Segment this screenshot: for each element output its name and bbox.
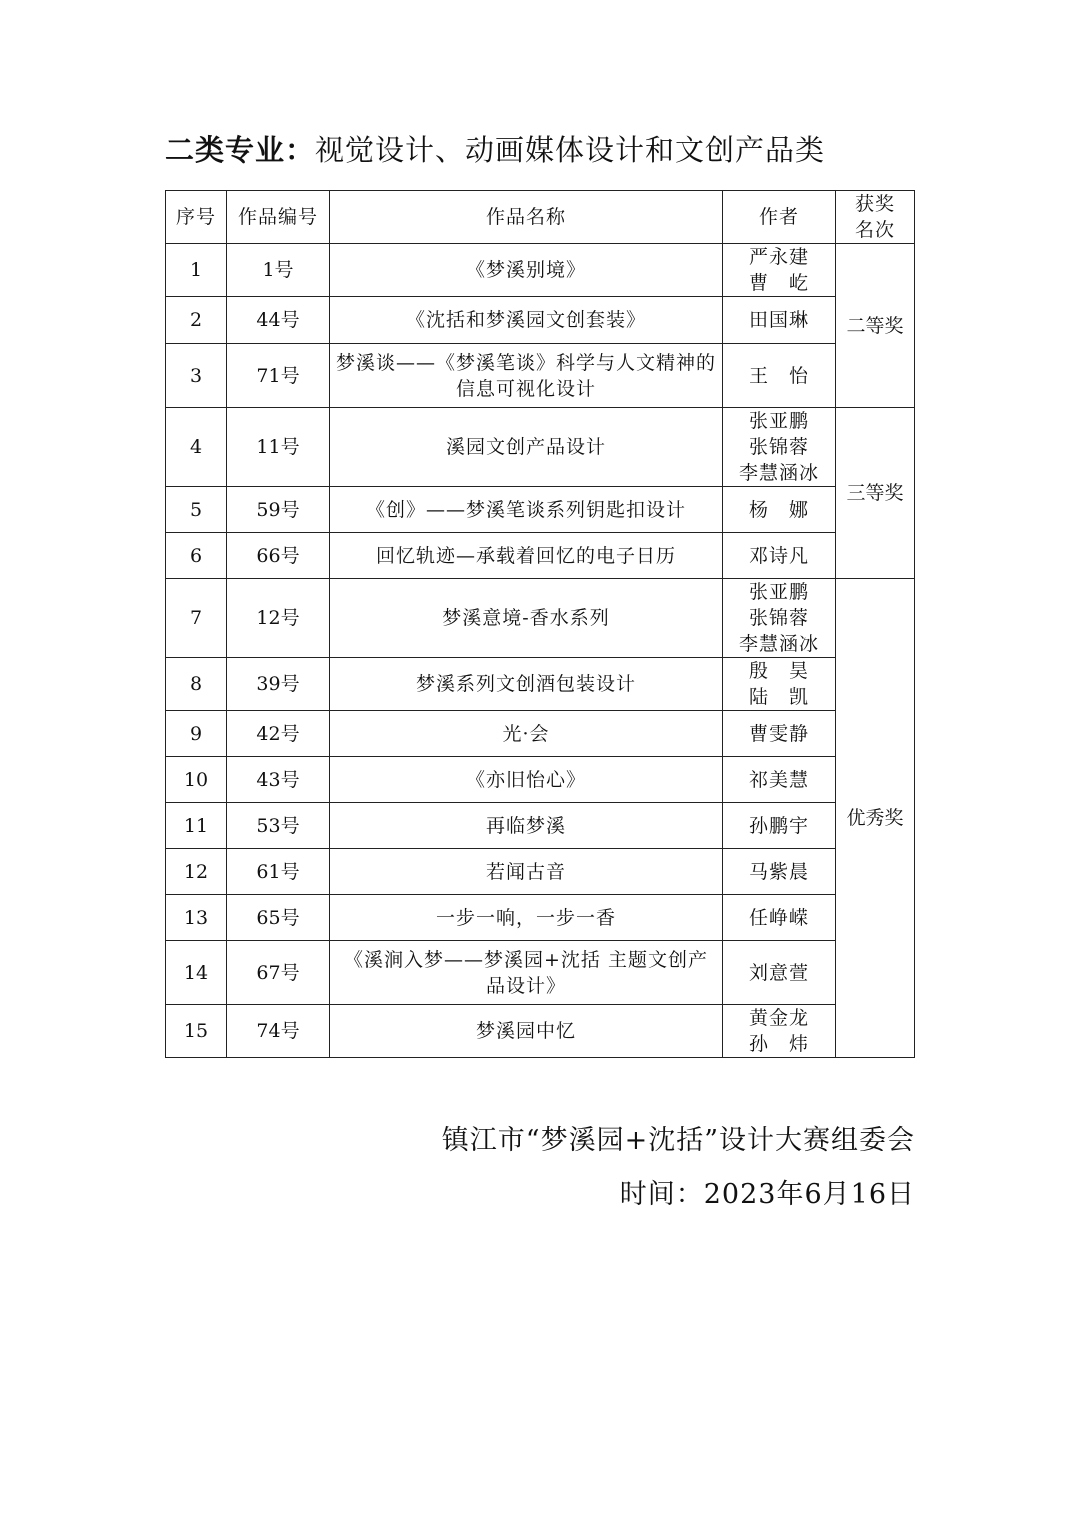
- row-no: 10: [166, 757, 227, 803]
- row-name-line: 再临梦溪: [485, 814, 566, 837]
- row-authors: [723, 895, 836, 941]
- row-code: 71号: [227, 344, 330, 408]
- table-row: [166, 244, 915, 297]
- table-row: [166, 711, 915, 757]
- table-row: [166, 1005, 915, 1058]
- row-name-line: 信息可视化设计: [455, 377, 596, 400]
- row-authors: [723, 849, 836, 895]
- section-heading: [165, 128, 825, 169]
- row-code: 67号: [227, 941, 330, 1005]
- row-authors: [723, 297, 836, 344]
- row-code: 61号: [227, 849, 330, 895]
- row-authors: [723, 711, 836, 757]
- row-no: 14: [166, 941, 227, 1005]
- row-name: [330, 849, 723, 895]
- row-no: 9: [166, 711, 227, 757]
- row-author: 曹雯静: [748, 722, 809, 745]
- award-table: [165, 190, 915, 1058]
- row-name: [330, 408, 723, 487]
- header-code: 作品编号: [227, 191, 330, 244]
- row-code: 12号: [227, 579, 330, 658]
- row-name: [330, 487, 723, 533]
- header-award-line2: 名次: [854, 219, 895, 241]
- row-name-line: 回忆轨迹—承载着回忆的电子日历: [375, 544, 676, 567]
- row-no: 7: [166, 579, 227, 658]
- organizer-signature: 镇江市“梦溪园+沈括”设计大赛组委会: [441, 1125, 915, 1156]
- row-name: [330, 803, 723, 849]
- table-row: [166, 757, 915, 803]
- row-name-line: 《沈括和梦溪园文创套装》: [405, 309, 646, 331]
- header-award: [836, 191, 915, 244]
- table-row: [166, 297, 915, 344]
- row-authors: [723, 579, 836, 658]
- row-author: 田国琳: [748, 309, 809, 331]
- row-author: 李慧涵冰: [738, 633, 819, 655]
- row-code: 66号: [227, 533, 330, 579]
- row-authors: [723, 757, 836, 803]
- row-author: 黄金龙: [748, 1007, 809, 1029]
- row-name: [330, 244, 723, 297]
- row-name-line: 《创》——梦溪笔谈系列钥匙扣设计: [365, 498, 686, 521]
- row-name-line: 梦溪系列文创酒包装设计: [415, 673, 636, 695]
- row-author: 任峥嵘: [748, 906, 809, 929]
- row-author: 张锦蓉: [748, 436, 809, 458]
- row-name-line: 《梦溪别境》: [465, 259, 586, 281]
- row-code: 42号: [227, 711, 330, 757]
- row-author: 张锦蓉: [748, 607, 809, 629]
- row-authors: [723, 1005, 836, 1058]
- row-code: 59号: [227, 487, 330, 533]
- table-row: [166, 344, 915, 408]
- row-no: 2: [166, 297, 227, 344]
- row-author: 张亚鹏: [748, 581, 809, 603]
- table-row: [166, 803, 915, 849]
- row-name: [330, 1005, 723, 1058]
- row-name-line: 《亦旧怡心》: [465, 768, 586, 791]
- row-no: 11: [166, 803, 227, 849]
- table-row: [166, 941, 915, 1005]
- row-no: 4: [166, 408, 227, 487]
- row-author: 祁美慧: [748, 768, 809, 791]
- row-author: 刘意萱: [748, 961, 809, 984]
- row-name: [330, 757, 723, 803]
- row-no: 1: [166, 244, 227, 297]
- row-name: [330, 658, 723, 711]
- row-author: 孙鹏宇: [748, 814, 809, 837]
- row-code: 39号: [227, 658, 330, 711]
- row-name-line: 梦溪园中忆: [475, 1020, 576, 1042]
- header-no: 序号: [166, 191, 227, 244]
- row-name-line: 梦溪意境-香水系列: [442, 607, 610, 629]
- row-name: [330, 895, 723, 941]
- category-label: 二类专业：: [165, 133, 316, 167]
- row-name-line: 一步一响，一步一香: [435, 906, 616, 929]
- row-authors: [723, 803, 836, 849]
- row-name: [330, 297, 723, 344]
- row-author: 马紫晨: [748, 860, 809, 883]
- row-no: 13: [166, 895, 227, 941]
- row-name-line: 光·会: [502, 722, 550, 745]
- row-author: 孙 炜: [748, 1033, 809, 1055]
- row-author: 严永建: [748, 246, 809, 268]
- row-author: 殷 昊: [748, 660, 809, 682]
- row-no: 8: [166, 658, 227, 711]
- row-authors: [723, 533, 836, 579]
- row-author: 李慧涵冰: [738, 462, 819, 484]
- row-code: 74号: [227, 1005, 330, 1058]
- row-authors: [723, 658, 836, 711]
- row-author: 陆 凯: [748, 686, 809, 708]
- table-row: [166, 849, 915, 895]
- row-no: 3: [166, 344, 227, 408]
- category-description: 视觉设计、动画媒体设计和文创产品类: [315, 133, 826, 167]
- row-name: [330, 344, 723, 408]
- table-row: [166, 895, 915, 941]
- row-name-line: 《溪涧入梦——梦溪园+沈括 主题文创产: [344, 948, 708, 971]
- row-name: [330, 579, 723, 658]
- table-row: [166, 658, 915, 711]
- row-author: 邓诗凡: [748, 544, 809, 567]
- row-code: 53号: [227, 803, 330, 849]
- header-author: 作者: [723, 191, 836, 244]
- row-name-line: 若闻古音: [485, 860, 566, 883]
- row-authors: [723, 408, 836, 487]
- table-row: [166, 487, 915, 533]
- row-name-line: 品设计》: [485, 974, 566, 997]
- row-name-line: 溪园文创产品设计: [445, 436, 606, 458]
- row-name: [330, 941, 723, 1005]
- row-name-line: 梦溪谈——《梦溪笔谈》科学与人文精神的: [336, 351, 717, 374]
- row-code: 43号: [227, 757, 330, 803]
- header-name: 作品名称: [330, 191, 723, 244]
- row-authors: [723, 487, 836, 533]
- table-row: [166, 579, 915, 658]
- row-no: 15: [166, 1005, 227, 1058]
- issue-date: 时间：2023年6月16日: [619, 1179, 915, 1210]
- row-name: [330, 711, 723, 757]
- row-code: 65号: [227, 895, 330, 941]
- award-second: 二等奖: [836, 244, 915, 408]
- row-author: 曹 屹: [748, 272, 809, 294]
- row-author: 张亚鹏: [748, 410, 809, 432]
- table-header-row: [166, 191, 915, 244]
- row-name: [330, 533, 723, 579]
- award-excellent: 优秀奖: [836, 579, 915, 1058]
- row-code: 44号: [227, 297, 330, 344]
- header-award-line1: 获奖: [854, 193, 895, 215]
- table-row: [166, 533, 915, 579]
- row-author: 王 怡: [748, 364, 809, 387]
- row-no: 12: [166, 849, 227, 895]
- row-authors: [723, 244, 836, 297]
- row-authors: [723, 941, 836, 1005]
- row-code: 1号: [227, 244, 330, 297]
- row-author: 杨 娜: [748, 498, 809, 521]
- table-row: [166, 408, 915, 487]
- row-no: 6: [166, 533, 227, 579]
- row-code: 11号: [227, 408, 330, 487]
- row-authors: [723, 344, 836, 408]
- award-third: 三等奖: [836, 408, 915, 579]
- row-no: 5: [166, 487, 227, 533]
